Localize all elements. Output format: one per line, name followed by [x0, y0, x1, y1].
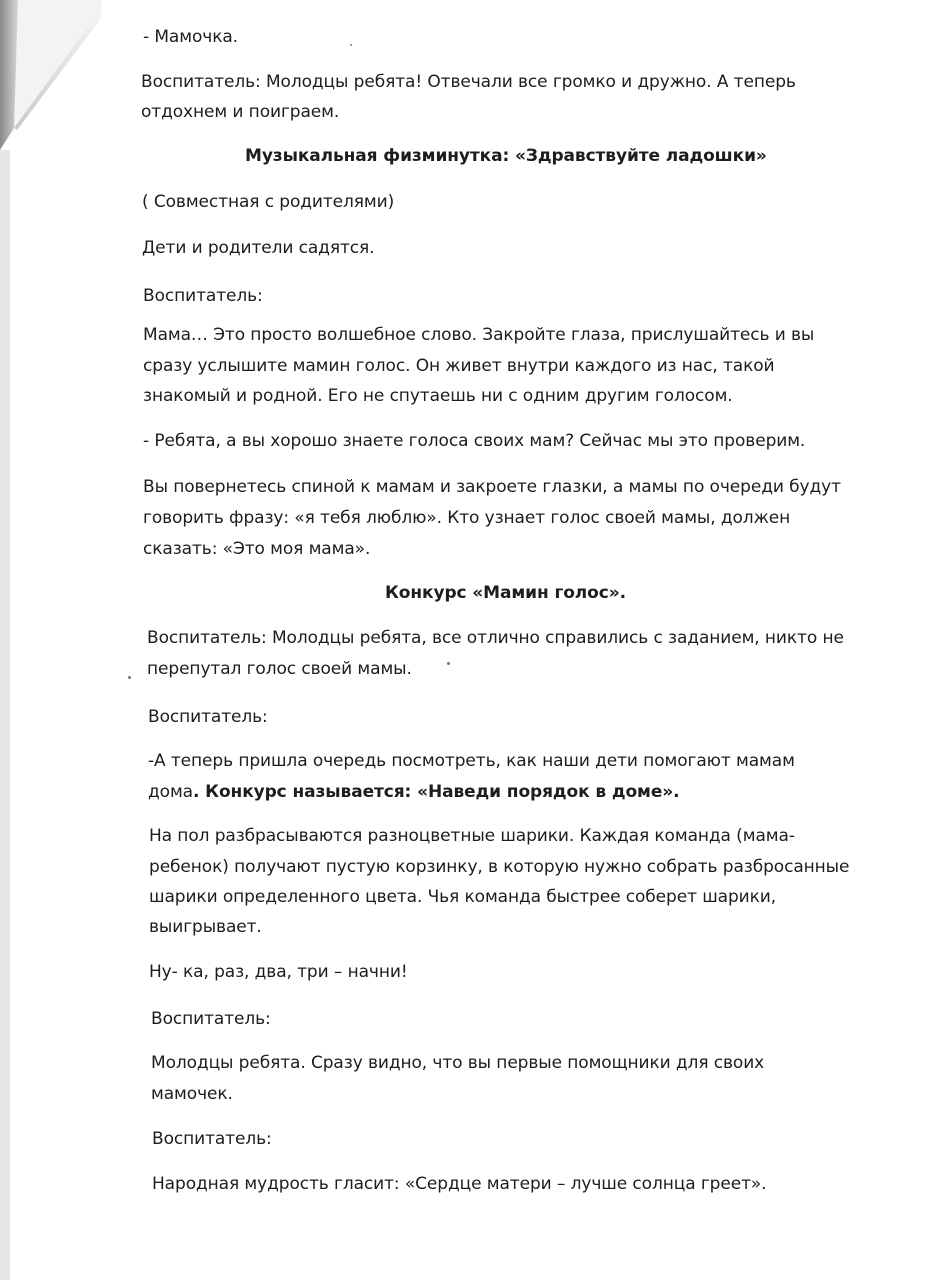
text-line-mixed	[148, 777, 680, 808]
text-line: Воспитатель: Молодцы ребята! Отвечали все громко и дружно. А теперь	[141, 72, 796, 92]
text-line: ребенок) получают пустую корзинку, в которую нужно собрать разбросанные	[149, 857, 850, 877]
text-line: Мама… Это просто волшебное слово. Закройте глаза, прислушайтесь и вы	[143, 325, 815, 345]
text-line: -А теперь пришла очередь посмотреть, как наши дети помогают мамам	[148, 751, 795, 771]
text-line: знакомый и родной. Его не спутаешь ни с одним другим голосом.	[143, 386, 733, 406]
speaker-label: Воспитатель:	[152, 1129, 272, 1149]
speaker-label: Воспитатель:	[143, 286, 263, 306]
text-line: Народная мудрость гласит: «Сердце матери – лучше солнца греет».	[152, 1174, 767, 1194]
text-line: выигрывает.	[149, 917, 262, 937]
speaker-label: Воспитатель:	[151, 1009, 271, 1029]
text-line: мамочек.	[151, 1084, 233, 1104]
scan-speck	[128, 676, 131, 679]
scan-speck	[350, 44, 352, 46]
text-line: На пол разбрасываются разноцветные шарики. Каждая команда (мама-	[149, 826, 795, 846]
contest-title: . Конкурс называется: «Наведи порядок в доме».	[193, 782, 680, 802]
text-line: ( Совместная с родителями)	[142, 192, 395, 212]
section-heading: Конкурс «Мамин голос».	[385, 583, 626, 603]
text-line: - Ребята, а вы хорошо знаете голоса своих мам? Сейчас мы это проверим.	[143, 431, 806, 451]
text-line: Вы повернетесь спиной к мамам и закроете глазки, а мамы по очереди будут	[143, 477, 841, 497]
text-line: Ну- ка, раз, два, три – начни!	[149, 962, 408, 982]
scan-speck	[447, 662, 450, 665]
text-line: перепутал голос своей мамы.	[147, 659, 412, 679]
text-line: шарики определенного цвета. Чья команда быстрее соберет шарики,	[149, 887, 777, 907]
text-line: Дети и родители садятся.	[142, 238, 375, 258]
text-fragment: дома	[148, 782, 193, 802]
text-line: отдохнем и поиграем.	[141, 102, 340, 122]
section-heading: Музыкальная физминутка: «Здравствуйте ладошки»	[245, 146, 767, 166]
text-line: сказать: «Это моя мама».	[143, 539, 371, 559]
text-line: Молодцы ребята. Сразу видно, что вы первые помощники для своих	[151, 1053, 765, 1073]
text-line: говорить фразу: «я тебя люблю». Кто узнает голос своей мамы, должен	[143, 508, 791, 528]
text-line: Воспитатель: Молодцы ребята, все отлично справились с заданием, никто не	[147, 628, 844, 648]
text-line: - Мамочка.	[143, 27, 238, 47]
text-line: сразу услышите мамин голос. Он живет внутри каждого из нас, такой	[143, 356, 775, 376]
page-corner-shadow	[0, 0, 110, 1280]
speaker-label: Воспитатель:	[148, 707, 268, 727]
